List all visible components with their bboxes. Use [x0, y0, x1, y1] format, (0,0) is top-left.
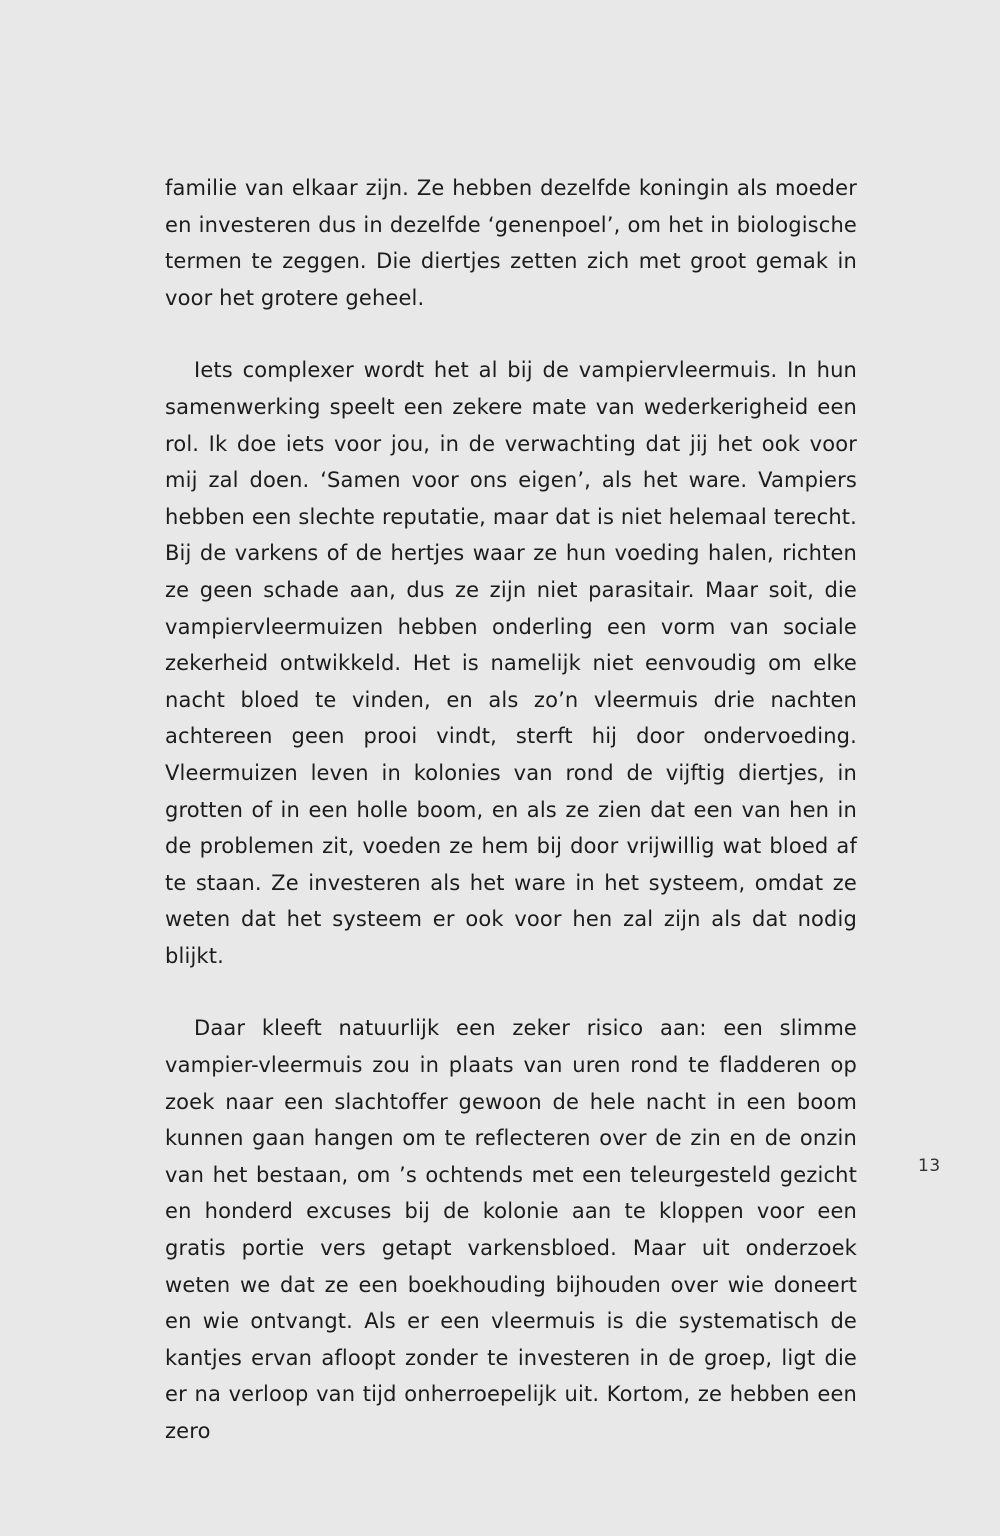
paragraph-2: Iets complexer wordt het al bij de vampiervleermuis. In hun samenwerking speelt een zekere mate van wederkerigheid een rol. Ik doe iets voor jou, in de verwachting dat jij het ook voor mij zal doen. ‘Samen voor ons eigen’, als het ware. Vampiers hebben een slechte reputatie, maar dat is niet helemaal terecht. Bij de varkens of de hertjes waar ze hun voeding halen, richten ze geen schade aan, dus ze zijn niet parasitair. Maar soit, die vampiervleermuizen hebben onderling een vorm van sociale zekerheid ontwikkeld. Het is namelijk niet eenvoudig om elke nacht bloed te vinden, en als zo’n vleermuis drie nachten achtereen geen prooi vindt, sterft hij door ondervoeding. Vleermuizen leven in kolonies van rond de vijftig diertjes, in grotten of in een holle boom, en als ze zien dat een van hen in de problemen zit, voeden ze hem bij door vrijwillig wat bloed af te staan. Ze investeren als het ware in het systeem, omdat ze weten dat het systeem er ook voor hen zal zijn als dat nodig blijkt.: [165, 358, 857, 968]
body-text: [165, 170, 857, 1450]
page-number: 13: [918, 1156, 941, 1176]
paragraph-3: Daar kleeft natuurlijk een zeker risico aan: een slimme vampier-vleermuis zou in plaats van uren rond te fladderen op zoek naar een slachtoffer gewoon de hele nacht in een boom kunnen gaan hangen om te reflecteren over de zin en de onzin van het bestaan, om ’s ochtends met een teleurgesteld gezicht en honderd excuses bij de kolonie aan te kloppen voor een gratis portie vers getapt varkensbloed. Maar uit onderzoek weten we dat ze een boekhouding bijhouden over wie doneert en wie ontvangt. Als er een vleermuis is die systematisch de kantjes ervan afloopt zonder te investeren in de groep, ligt die er na verloop van tijd onherroepelijk uit. Kortom, ze hebben een zero: [165, 1016, 857, 1443]
paragraph-1: familie van elkaar zijn. Ze hebben dezelfde koningin als moeder en investeren dus in dezelfde ‘genenpoel’, om het in biologische termen te zeggen. Die diertjes zetten zich met groot gemak in voor het grotere geheel.: [165, 176, 857, 310]
